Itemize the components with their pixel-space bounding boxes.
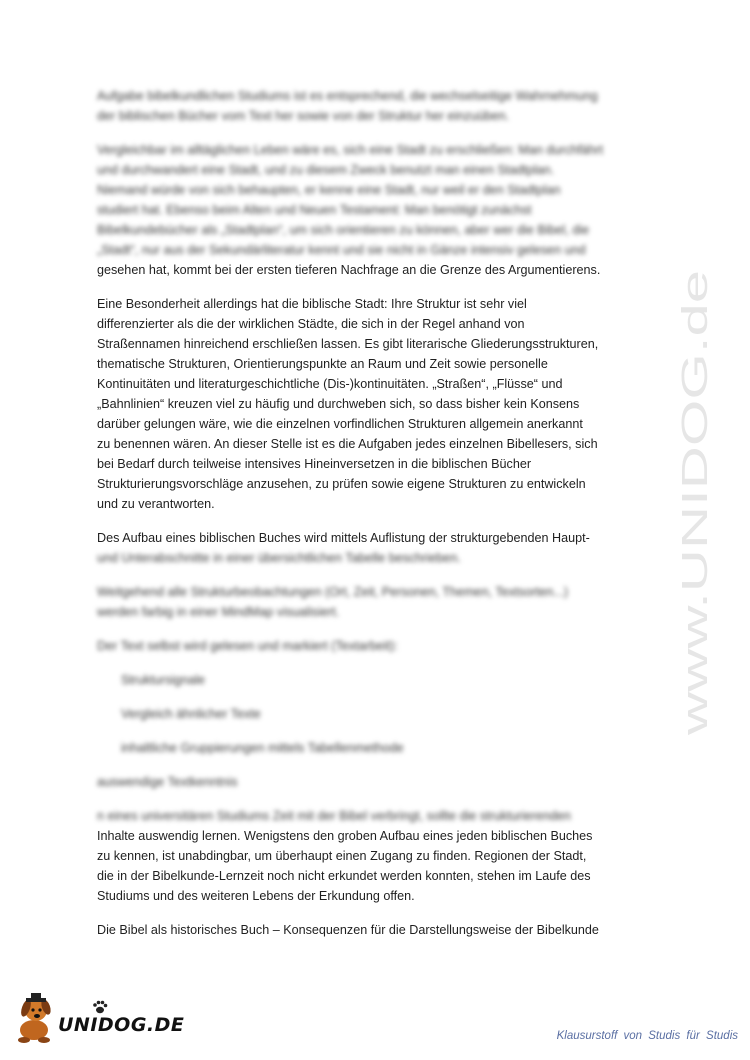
text-line: Weitgehend alle Strukturbeobachtungen (Ort, Zeit, Personen, Themen, Textsorten...) [97, 585, 569, 599]
text-line: Die Bibel als historisches Buch – Konsequenzen für die Darstellungsweise der Bibelkunde [97, 923, 599, 937]
paragraph [97, 260, 613, 280]
text-line: Kontinuitäten und literaturgeschichtliche (Dis-)kontinuitäten. „Straßen“, „Flüsse“ und [97, 377, 563, 391]
paw-icon [92, 1000, 108, 1014]
text-line: Des Aufbau eines biblischen Buches wird mittels Auflistung der strukturgebenden Haupt- [97, 531, 590, 545]
text-line: differenzierter als die der wirklichen Städte, die sich in der Regel anhand von [97, 317, 525, 331]
text-line: zu kennen, ist unabdingbar, um überhaupt einen Zugang zu finden. Regionen der Stadt, [97, 849, 587, 863]
text-line: Der Text selbst wird gelesen und markiert (Textarbeit): [97, 639, 398, 653]
paragraph [97, 86, 613, 126]
paragraph [97, 294, 613, 514]
text-line: die in der Bibelkunde-Lernzeit noch nicht erkundet werden konnten, stehen im Laufe des [97, 869, 591, 883]
text-line: auswendige Textkenntnis [97, 775, 238, 789]
watermark-text: www.UNIDOG.de [674, 454, 715, 735]
text-line: inhaltliche Gruppierungen mittels Tabellenmethode [121, 741, 404, 755]
paragraph [97, 738, 613, 758]
text-line: und zu verantworten. [97, 497, 215, 511]
text-line: gesehen hat, kommt bei der ersten tieferen Nachfrage an die Grenze des Argumentierens. [97, 263, 601, 277]
text-line: Vergleich ähnlicher Texte [121, 707, 261, 721]
text-line: der biblischen Bücher vom Text her sowie von der Struktur her einzuüben. [97, 109, 510, 123]
watermark [674, 270, 715, 740]
paragraph [97, 670, 613, 690]
paragraph [97, 140, 613, 260]
text-line: studiert hat. Ebenso beim Alten und Neuen Testament: Man benötigt zunächst [97, 203, 532, 217]
text-line: Inhalte auswendig lernen. Wenigstens den groben Aufbau eines jeden biblischen Buches [97, 829, 593, 843]
text-line: werden farbig in einer MindMap visualisiert. [97, 605, 340, 619]
text-line: Aufgabe bibelkundlichen Studiums ist es entsprechend, die wechselseitige Wahrnehmung [97, 89, 598, 103]
paragraph [97, 528, 613, 548]
paragraph [97, 704, 613, 724]
text-line: Strukturierungsvorschläge anzusehen, zu prüfen sowie eigene Strukturen zu entwickeln [97, 477, 586, 491]
text-line: Bibelkundebücher als „Stadtplan“, um sich orientieren zu können, aber wer die Bibel, die [97, 223, 590, 237]
logo-text: UNIDOG.DE [58, 1014, 185, 1036]
paragraph [97, 920, 613, 940]
text-line: darüber gelungen wäre, wie die einzelnen vorfindlichen Strukturen allgemein anerkannt [97, 417, 583, 431]
dog-mascot-icon [12, 990, 58, 1046]
paragraph [97, 826, 613, 906]
paragraph [97, 806, 613, 826]
text-line: „Bahnlinien“ kreuzen viel zu häufig und durchweben sich, so dass bisher kein Konsens [97, 397, 580, 411]
text-line: Struktursignale [121, 673, 205, 687]
text-line: und Unterabschnitte in einer übersichtlichen Tabelle beschrieben. [97, 551, 461, 565]
text-line: Studiums und des weiteren Lebens der Erkundung offen. [97, 889, 415, 903]
text-line: thematische Strukturen, Orientierungspunkte an Raum und Zeit sowie personelle [97, 357, 548, 371]
paragraph [97, 582, 613, 622]
text-line: zu benennen wären. An dieser Stelle ist es die Aufgaben jedes einzelnen Bibellesers, sich [97, 437, 598, 451]
paragraph [97, 636, 613, 656]
text-line: Eine Besonderheit allerdings hat die biblische Stadt: Ihre Struktur ist sehr viel [97, 297, 527, 311]
text-line: Straßennamen hinreichend erschließen lassen. Es gibt literarische Gliederungsstrukturen, [97, 337, 599, 351]
document-body [97, 86, 613, 954]
text-line: n eines universitären Studiums Zeit mit der Bibel verbringt, sollte die strukturierenden [97, 809, 571, 823]
text-line: und durchwandert eine Stadt, und zu diesem Zweck benutzt man einen Stadtplan. [97, 163, 555, 177]
paragraph [97, 772, 613, 792]
unidog-logo [12, 990, 185, 1050]
text-line: „Stadt“, nur aus der Sekundärliteratur kennt und sie nicht in Gänze intensiv gelesen und [97, 243, 586, 257]
text-line: bei Bedarf durch teilweise intensives Hineinversetzen in die biblischen Bücher [97, 457, 532, 471]
footer-tagline: Klausurstoff von Studis für Studis [556, 1030, 738, 1042]
paragraph [97, 548, 613, 568]
text-line: Vergleichbar im alltäglichen Leben wäre es, sich eine Stadt zu erschließen: Man durchfährt [97, 143, 604, 157]
text-line: Niemand würde von sich behaupten, er kenne eine Stadt, nur weil er den Stadtplan [97, 183, 561, 197]
